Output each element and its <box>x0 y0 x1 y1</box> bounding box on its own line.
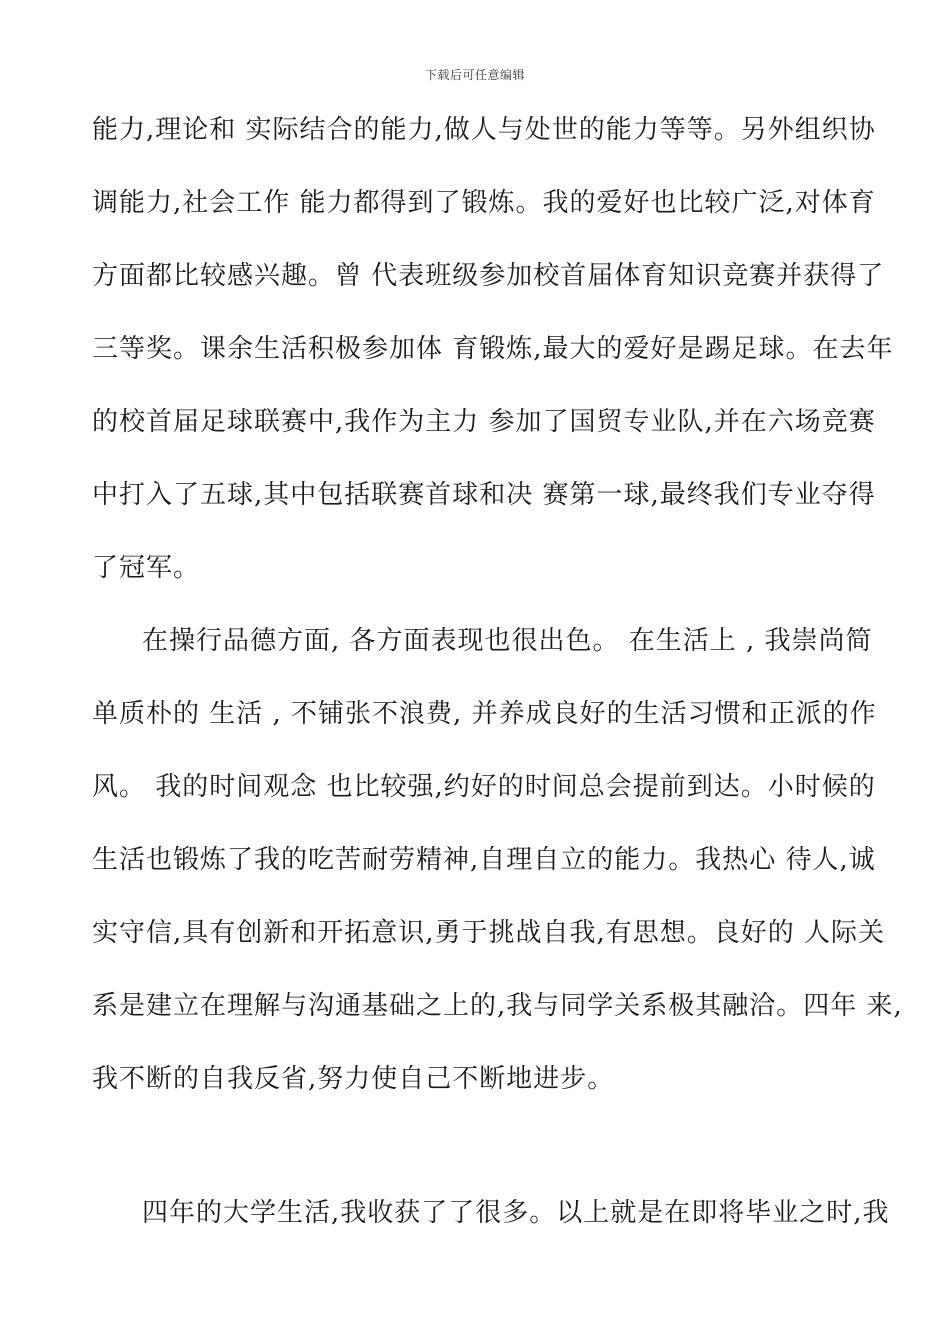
paragraph-line: 单质朴的 生活 , 不铺张不浪费, 并养成良好的生活习惯和正派的作 <box>92 699 877 729</box>
paragraph-line: 系是建立在理解与沟通基础之上的,我与同学关系极其融洽。四年 来, <box>92 991 903 1021</box>
paragraph-line: 四年的大学生活,我收获了了很多。以上就是在即将毕业之时,我 <box>142 1198 890 1228</box>
paragraph-line: 了冠军。 <box>92 553 201 583</box>
paragraph-line: 方面都比较感兴趣。曾 代表班级参加校首届体育知识竞赛并获得了 <box>92 261 885 291</box>
paragraph-line: 风。 我的时间观念 也比较强,约好的时间总会提前到达。小时候的 <box>92 772 876 802</box>
paragraph-line: 中打入了五球,其中包括联赛首球和决 赛第一球,最终我们专业夺得 <box>92 480 876 510</box>
paragraph-line: 在操行品德方面, 各方面表现也很出色。 在生活上 , 我崇尚简 <box>142 626 873 656</box>
paragraph-line: 我不断的自我反省,努力使自己不断地进步。 <box>92 1064 615 1094</box>
paragraph-line: 的校首届足球联赛中,我作为主力 参加了国贸专业队,并在六场竞赛 <box>92 407 876 437</box>
paragraph-line: 生活也锻炼了我的吃苦耐劳精神,自理自立的能力。我热心 待人,诚 <box>92 845 876 875</box>
paragraph-line: 能力,理论和 实际结合的能力,做人与处世的能力等等。另外组织协 <box>92 115 876 145</box>
header-note: 下载后可任意编辑 <box>424 68 525 82</box>
paragraph-line: 调能力,社会工作 能力都得到了锻炼。我的爱好也比较广泛,对体育 <box>92 188 876 218</box>
paragraph-line: 实守信,具有创新和开拓意识,勇于挑战自我,有思想。良好的 人际关 <box>92 918 886 948</box>
paragraph-line: 三等奖。课余生活积极参加体 育锻炼,最大的爱好是踢足球。在去年 <box>92 334 894 364</box>
